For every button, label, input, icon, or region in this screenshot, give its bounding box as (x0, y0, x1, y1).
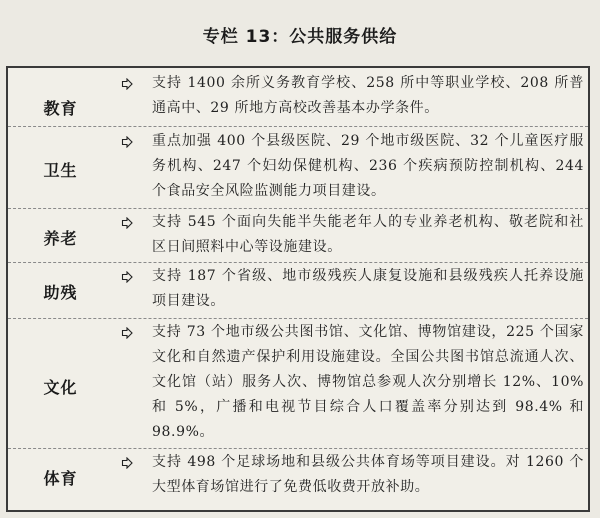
hollow-right-arrow-icon (121, 457, 133, 469)
hollow-right-arrow-icon (121, 78, 133, 90)
hollow-right-arrow-icon (121, 271, 133, 283)
row-text-education: 支持 1400 余所义务教育学校、258 所中等职业学校、208 所普通高中、29 所地方高校改善基本办学条件。 (152, 75, 584, 116)
row-label-elderly-care: 养老 (43, 229, 78, 248)
row-text-elderly-care: 支持 545 个面向失能半失能老年人的专业养老机构、敬老院和社区日间照料中心等设施建设。 (152, 214, 584, 255)
row-divider (8, 318, 588, 319)
service-supply-table (6, 66, 590, 512)
row-text-health: 重点加强 400 个县级医院、29 个地市级医院、32 个儿童医疗服务机构、247 个妇幼保健机构、236 个疾病预防控制机构、244 个食品安全风险监测能力项目建设。 (152, 133, 584, 199)
row-label-education: 教育 (43, 99, 78, 118)
hollow-right-arrow-icon (121, 327, 133, 339)
row-divider (8, 262, 588, 263)
column-title: 专栏 13：公共服务供给 (202, 27, 398, 47)
row-label-disability-aid: 助残 (43, 283, 78, 302)
row-divider (8, 208, 588, 209)
hollow-right-arrow-icon (121, 217, 133, 229)
row-text-sports: 支持 498 个足球场地和县级公共体育场等项目建设。对 1260 个大型体育场馆进行了免费低收费开放补助。 (152, 454, 584, 495)
row-divider (8, 448, 588, 449)
row-divider (8, 126, 588, 127)
row-label-culture: 文化 (43, 378, 78, 397)
row-label-sports: 体育 (43, 469, 78, 488)
row-text-disability-aid: 支持 187 个省级、地市级残疾人康复设施和县级残疾人托养设施项目建设。 (152, 268, 584, 309)
row-text-culture: 支持 73 个地市级公共图书馆、文化馆、博物馆建设，225 个国家文化和自然遗产保护利用设施建设。全国公共图书馆总流通人次、文化馆（站）服务人次、博物馆总参观人次分别增长 12%、10% 和 5%，广播和电视节目综合人口覆盖率分别达到 98.4% 和 98.9%。 (152, 324, 584, 440)
row-label-health: 卫生 (43, 161, 78, 180)
hollow-right-arrow-icon (121, 136, 133, 148)
